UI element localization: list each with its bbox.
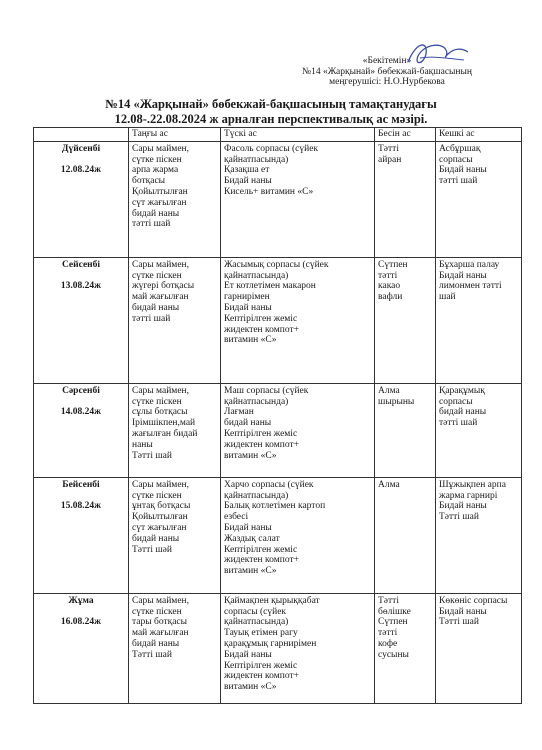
- dinner-line: Тәтті шай: [439, 512, 479, 523]
- breakfast-line: сүтке піскен: [132, 154, 182, 165]
- breakfast-line: май жағылған: [132, 292, 189, 303]
- dinner-line: Шұжықпен арпа: [439, 479, 506, 490]
- day-date: 13.08.24ж: [60, 280, 102, 291]
- day-cell: [34, 383, 129, 477]
- breakfast-line: Қойылтылған: [132, 186, 188, 197]
- breakfast-line: жағылған бидай: [132, 428, 198, 439]
- breakfast-line: сүтке піскен: [132, 606, 182, 617]
- title-line-2: 12.08-.22.08.2024 ж арналған перспективалық ас мәзірі.: [114, 112, 428, 126]
- breakfast-line: Сары маймен,: [132, 143, 189, 154]
- breakfast-line: Сары маймен,: [132, 259, 189, 270]
- dinner-line: лимонмен тәтті: [439, 281, 502, 292]
- header-dinner: Кешкі ас: [436, 128, 522, 142]
- table-header-row: [34, 128, 522, 142]
- lunch-line: Балық котлетімен картоп: [224, 501, 326, 512]
- day-name: Жұма: [68, 595, 94, 606]
- dinner-cell: [436, 141, 522, 257]
- breakfast-cell: [129, 257, 221, 383]
- lunch-cell: [221, 383, 375, 477]
- day-cell: [34, 257, 129, 383]
- day-name: Сәрсенбі: [62, 385, 100, 396]
- lunch-line: жидектен компот+: [224, 324, 299, 335]
- breakfast-line: Тәтті шәй: [132, 544, 172, 555]
- snack-line: Сүтпен: [378, 259, 408, 270]
- breakfast-line: май жағылған: [132, 628, 189, 639]
- lunch-line: Ет котлетімен макарон: [224, 281, 316, 292]
- lunch-line: Кептірілген жеміс: [224, 660, 298, 671]
- breakfast-line: бидай наны: [132, 208, 180, 219]
- lunch-line: Маш сорпасы (сүйек: [224, 385, 309, 396]
- breakfast-line: сүтке піскен: [132, 270, 182, 281]
- lunch-line: Бидай наны: [224, 176, 272, 187]
- approval-line-2: №14 «Жарқынай» бөбекжай-бақшасының: [302, 66, 472, 77]
- breakfast-line: бидай наны: [132, 302, 180, 313]
- snack-line: сусыны: [378, 649, 409, 660]
- lunch-line: Қазақша ет: [224, 165, 270, 176]
- day-name: Бейсенбі: [62, 479, 100, 490]
- day-name: Дүйсенбі: [61, 143, 101, 154]
- day-date: 16.08.24ж: [60, 616, 102, 627]
- lunch-line: Фасоль сорпасы (сүйек: [224, 143, 319, 154]
- breakfast-line: тәтті шай: [132, 313, 171, 324]
- dinner-cell: [436, 477, 522, 593]
- lunch-line: жидектен компот+: [224, 439, 299, 450]
- lunch-line: қайнатпасында): [224, 396, 289, 407]
- header-lunch: Түскі ас: [221, 128, 375, 142]
- table-row: [34, 383, 522, 477]
- breakfast-cell: [129, 477, 221, 593]
- dinner-line: сорпасы: [439, 154, 473, 165]
- day-cell: [34, 141, 129, 257]
- breakfast-line: наны: [132, 439, 153, 450]
- lunch-line: Кисель+ витамин «С»: [224, 186, 314, 197]
- lunch-line: Лағман: [224, 407, 254, 418]
- breakfast-line: сүт жағылған: [132, 197, 187, 208]
- dinner-line: Қарақұмық: [439, 385, 485, 396]
- lunch-line: жидектен компот+: [224, 555, 299, 566]
- lunch-line: қайнатпасында): [224, 270, 289, 281]
- lunch-line: Қаймақпен қырыққабат: [224, 595, 320, 606]
- breakfast-cell: [129, 383, 221, 477]
- dinner-line: Бидай наны: [439, 501, 487, 512]
- snack-line: какао: [378, 281, 401, 292]
- dinner-cell: [436, 593, 522, 703]
- dinner-line: шай: [439, 292, 456, 303]
- table-row: [34, 593, 522, 703]
- snack-line: Сүтпен: [378, 617, 408, 628]
- lunch-line: Кептірілген жеміс: [224, 313, 298, 324]
- dinner-line: жарма гарнирі: [439, 490, 498, 501]
- approval-line-1: «Бекітемін»: [362, 56, 412, 66]
- snack-line: бөлішке: [378, 606, 411, 617]
- page-title: [0, 97, 542, 127]
- lunch-cell: [221, 257, 375, 383]
- lunch-cell: [221, 477, 375, 593]
- lunch-line: қайнатпасында): [224, 154, 289, 165]
- snack-cell: [375, 383, 436, 477]
- lunch-line: Харчо сорпасы (сүйек: [224, 479, 314, 490]
- day-cell: [34, 593, 129, 703]
- header-breakfast: Таңғы ас: [129, 128, 221, 142]
- breakfast-line: Сары маймен,: [132, 385, 189, 396]
- breakfast-line: Тәтті шай: [132, 450, 172, 461]
- breakfast-line: сұлы ботқасы: [132, 407, 188, 418]
- dinner-line: тәтті шай: [439, 176, 478, 187]
- lunch-line: Жаздық салат: [224, 533, 280, 544]
- dinner-line: Бидай наны: [439, 165, 487, 176]
- snack-line: Тәтті: [378, 143, 399, 154]
- approval-line-3: меңгерушісі: Н.О.Нурбекова: [329, 77, 445, 87]
- lunch-line: Тауық етімен рагу: [224, 628, 298, 639]
- lunch-line: қайнатпасында): [224, 490, 289, 501]
- breakfast-line: бидай наны: [132, 638, 180, 649]
- lunch-line: бидай наны: [224, 418, 272, 429]
- dinner-cell: [436, 383, 522, 477]
- lunch-line: Кептірілген жеміс: [224, 428, 298, 439]
- breakfast-line: Қойылтылған: [132, 512, 188, 523]
- dinner-line: бидай наны: [439, 407, 487, 418]
- lunch-line: гарнирімен: [224, 292, 270, 303]
- lunch-line: жидектен компот+: [224, 671, 299, 682]
- breakfast-line: ұнтақ ботқасы: [132, 501, 191, 512]
- table-row: [34, 257, 522, 383]
- dinner-line: Тәтті шай: [439, 617, 479, 628]
- lunch-line: витамин «С»: [224, 682, 277, 693]
- lunch-line: витамин «С»: [224, 566, 277, 577]
- dinner-line: Бұхарша палау: [439, 259, 500, 270]
- table-row: [34, 477, 522, 593]
- snack-line: тәтті: [378, 270, 398, 281]
- snack-cell: [375, 141, 436, 257]
- lunch-line: қайнатпасында): [224, 617, 289, 628]
- header-day: [34, 128, 129, 142]
- lunch-line: қарақұмық гарнирімен: [224, 638, 317, 649]
- breakfast-line: Сары маймен,: [132, 595, 189, 606]
- snack-line: вафли: [378, 292, 403, 303]
- breakfast-line: Тәтті шай: [132, 649, 172, 660]
- snack-cell: [375, 593, 436, 703]
- snack-line: айран: [378, 154, 402, 165]
- snack-line: Алма: [378, 385, 400, 396]
- signature-image: [402, 36, 472, 70]
- dinner-line: Бидай наны: [439, 606, 487, 617]
- lunch-cell: [221, 593, 375, 703]
- breakfast-cell: [129, 141, 221, 257]
- lunch-line: Кептірілген жеміс: [224, 544, 298, 555]
- snack-line: тәтті: [378, 628, 398, 639]
- dinner-line: Асбұршақ: [439, 143, 481, 154]
- header-snack: Бесін ас: [375, 128, 436, 142]
- breakfast-line: арпа жарма: [132, 165, 179, 176]
- lunch-line: Бидай наны: [224, 522, 272, 533]
- breakfast-line: тәтті шай: [132, 219, 171, 230]
- day-date: 12.08.24ж: [60, 164, 102, 175]
- snack-line: Алма: [378, 479, 400, 490]
- day-date: 14.08.24ж: [60, 406, 102, 417]
- dinner-line: Бидай наны: [439, 270, 487, 281]
- lunch-line: витамин «С»: [224, 335, 277, 346]
- breakfast-line: тары ботқасы: [132, 617, 188, 628]
- dinner-line: сорпасы: [439, 396, 473, 407]
- snack-line: шырыны: [378, 396, 415, 407]
- lunch-line: витамин «С»: [224, 450, 277, 461]
- snack-cell: [375, 477, 436, 593]
- lunch-line: Бидай наны: [224, 302, 272, 313]
- breakfast-line: Ірімшікпен,май: [132, 418, 196, 429]
- table-row: [34, 141, 522, 257]
- dinner-line: Көкөніс сорпасы: [439, 595, 508, 606]
- breakfast-line: Сары маймен,: [132, 479, 189, 490]
- snack-line: Тәтті: [378, 595, 399, 606]
- day-date: 15.08.24ж: [60, 500, 102, 511]
- breakfast-line: сүтке піскен: [132, 490, 182, 501]
- dinner-line: тәтті шай: [439, 418, 478, 429]
- breakfast-line: сүт жағылған: [132, 522, 187, 533]
- snack-line: кофе: [378, 638, 398, 649]
- menu-table: [33, 127, 522, 704]
- breakfast-line: сүтке піскен: [132, 396, 182, 407]
- lunch-line: Бидай наны: [224, 649, 272, 660]
- lunch-line: Жасымық сорпасы (сүйек: [224, 259, 329, 270]
- day-name: Сейсенбі: [61, 259, 101, 270]
- snack-cell: [375, 257, 436, 383]
- lunch-line: езбесі: [224, 512, 249, 523]
- lunch-cell: [221, 141, 375, 257]
- title-line-1: №14 «Жарқынай» бөбекжай-бақшасының тамақтанудағы: [105, 97, 437, 111]
- day-cell: [34, 477, 129, 593]
- lunch-line: сорпасы (сүйек: [224, 606, 287, 617]
- dinner-cell: [436, 257, 522, 383]
- breakfast-line: ботқасы: [132, 176, 166, 187]
- breakfast-cell: [129, 593, 221, 703]
- breakfast-line: жүгері ботқасы: [132, 281, 195, 292]
- breakfast-line: бидай наны: [132, 533, 180, 544]
